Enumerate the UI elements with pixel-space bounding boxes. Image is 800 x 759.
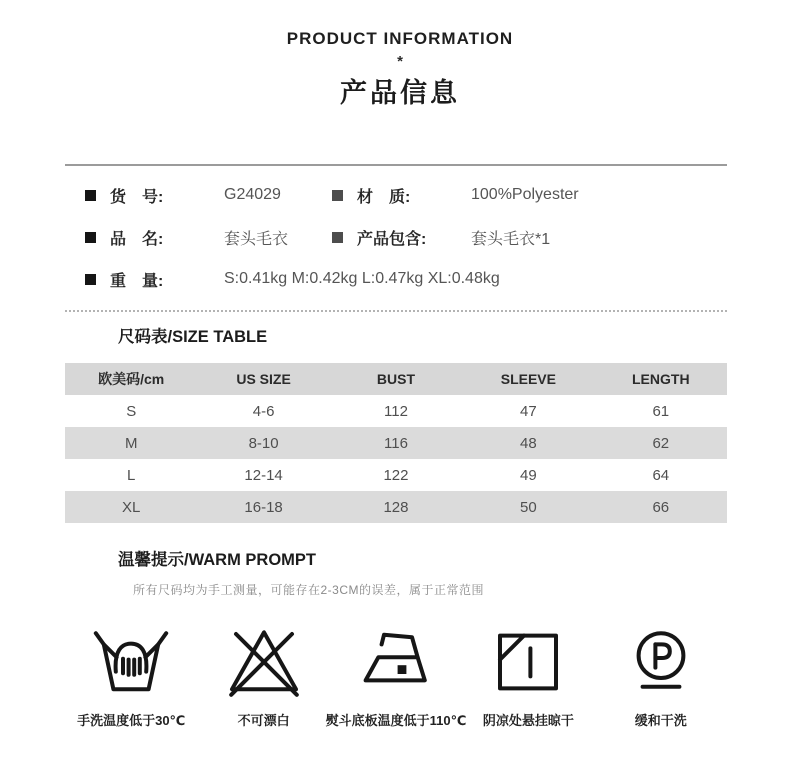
care-item-iron-low [325, 622, 467, 729]
size-table-header-cell: 欧美码/cm [65, 363, 197, 395]
page-title-en: PRODUCT INFORMATION [286, 29, 514, 48]
size-table-cell: 112 [384, 402, 408, 420]
size-table-cell: 62 [652, 434, 670, 452]
size-table-cell: 66 [652, 498, 670, 516]
size-table-header-cell: US SIZE [197, 363, 329, 395]
info-item-material [312, 184, 727, 207]
content-column [65, 164, 727, 729]
size-table-header-cell: SLEEVE [462, 363, 594, 395]
page-header [0, 0, 800, 110]
size-table-cell: 16-18 [244, 498, 283, 516]
size-table-cell: 122 [383, 466, 409, 484]
info-value: 套头毛衣*1 [471, 230, 551, 248]
size-table-cell: 61 [652, 402, 670, 420]
care-item-shade-hang-dry [462, 622, 594, 729]
care-item-handwash [65, 622, 197, 729]
care-label: 熨斗底板温度低于110℃ [325, 713, 467, 728]
care-label: 不可漂白 [237, 713, 290, 728]
size-table-cell: S [126, 402, 137, 420]
care-item-no-bleach [197, 622, 329, 729]
size-table-cell: M [124, 434, 138, 452]
care-item-gentle-dry-clean [595, 622, 727, 729]
product-info-section [65, 164, 727, 312]
gentle-dry-clean-icon [621, 622, 701, 702]
size-table-cell: 50 [520, 498, 537, 516]
size-table-header-cell: LENGTH [595, 363, 727, 395]
size-table-cell: 4-6 [252, 402, 275, 420]
size-table-title: 尺码表/SIZE TABLE [118, 328, 268, 346]
size-table-cell: L [127, 466, 136, 484]
size-table-header-row [65, 363, 727, 395]
size-table-cell: XL [122, 498, 141, 516]
no-bleach-icon [224, 622, 304, 702]
info-label: 材 质: [357, 188, 411, 206]
info-item-article-number [65, 184, 312, 207]
info-row [65, 174, 727, 216]
shade-hang-dry-icon [488, 622, 568, 702]
size-table-cell: 48 [520, 434, 537, 452]
size-table-row-m [65, 427, 727, 459]
handwash-icon [91, 622, 171, 702]
care-label: 缓和干洗 [634, 713, 687, 728]
size-table-cell: 64 [652, 466, 670, 484]
warm-prompt-note: 所有尺码均为手工测量，可能存在2-3CM的误差，属于正常范围 [133, 583, 485, 597]
info-value: G24029 [224, 186, 281, 203]
square-bullet-icon [85, 232, 96, 243]
info-row [65, 258, 727, 300]
size-table-cell: 12-14 [244, 466, 283, 484]
square-bullet-icon [332, 190, 343, 201]
warm-prompt-title: 温馨提示/WARM PROMPT [118, 551, 316, 569]
info-row [65, 216, 727, 258]
size-table [65, 363, 727, 523]
size-table-row-xl [65, 491, 727, 523]
info-value: 套头毛衣 [224, 230, 289, 248]
size-table-cell: 128 [383, 498, 409, 516]
info-label: 品 名: [110, 230, 164, 248]
star-icon: * [397, 53, 403, 70]
info-label: 产品包含: [357, 230, 427, 248]
size-table-row-l [65, 459, 727, 491]
size-table-row-s [65, 395, 727, 427]
care-icons-row [65, 622, 727, 729]
info-value: S:0.41kg M:0.42kg L:0.47kg XL:0.48kg [224, 270, 500, 287]
info-label: 重 量: [110, 272, 164, 290]
info-item-product-name [65, 226, 312, 249]
info-item-weight [65, 268, 500, 291]
square-bullet-icon [85, 274, 96, 285]
size-table-cell: 49 [520, 466, 537, 484]
size-table-cell: 47 [520, 402, 537, 420]
size-table-header-cell: BUST [330, 363, 462, 395]
info-label: 货 号: [110, 188, 164, 206]
size-table-cell: 116 [384, 434, 408, 452]
info-value: 100%Polyester [471, 186, 579, 203]
square-bullet-icon [85, 190, 96, 201]
square-bullet-icon [332, 232, 343, 243]
care-label: 手洗温度低于30℃ [77, 713, 186, 728]
info-item-package-contains [312, 226, 727, 249]
size-table-cell: 8-10 [248, 434, 279, 452]
iron-low-icon [356, 622, 436, 702]
page-title-zh: 产品信息 [340, 78, 460, 108]
care-label: 阴凉处悬挂晾干 [482, 713, 574, 728]
